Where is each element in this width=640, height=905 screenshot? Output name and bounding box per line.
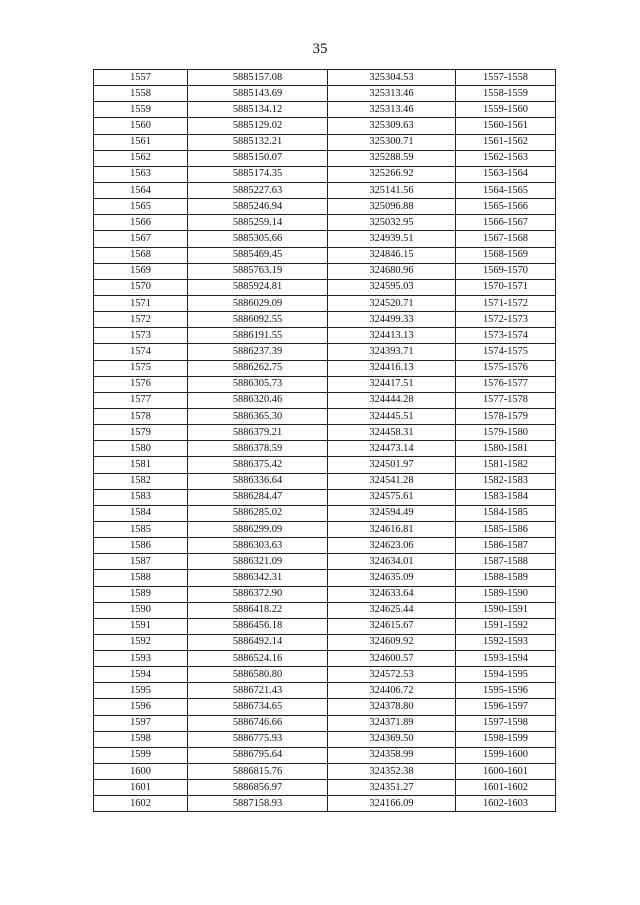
y-coordinate-cell: 325288.59 — [328, 150, 456, 166]
point-number-cell: 1575 — [94, 360, 188, 376]
point-number-cell: 1587 — [94, 554, 188, 570]
x-coordinate-cell: 5886365.30 — [188, 408, 328, 424]
table-row — [94, 215, 556, 231]
x-coordinate-cell: 5886721.43 — [188, 683, 328, 699]
table-row — [94, 408, 556, 424]
segment-cell: 1573-1574 — [456, 328, 556, 344]
segment-cell: 1599-1600 — [456, 747, 556, 763]
table-row — [94, 199, 556, 215]
x-coordinate-cell: 5886320.46 — [188, 392, 328, 408]
table-row — [94, 457, 556, 473]
coordinates-table-body — [94, 70, 556, 812]
table-row — [94, 521, 556, 537]
table-row — [94, 231, 556, 247]
segment-cell: 1564-1565 — [456, 182, 556, 198]
table-row — [94, 312, 556, 328]
point-number-cell: 1564 — [94, 182, 188, 198]
y-coordinate-cell: 324416.13 — [328, 360, 456, 376]
x-coordinate-cell: 5886795.64 — [188, 747, 328, 763]
point-number-cell: 1566 — [94, 215, 188, 231]
table-row — [94, 780, 556, 796]
y-coordinate-cell: 324417.51 — [328, 376, 456, 392]
point-number-cell: 1568 — [94, 247, 188, 263]
point-number-cell: 1571 — [94, 295, 188, 311]
point-number-cell: 1591 — [94, 618, 188, 634]
table-row — [94, 618, 556, 634]
segment-cell: 1585-1586 — [456, 521, 556, 537]
segment-cell: 1590-1591 — [456, 602, 556, 618]
segment-cell: 1586-1587 — [456, 538, 556, 554]
table-row — [94, 360, 556, 376]
segment-cell: 1563-1564 — [456, 166, 556, 182]
x-coordinate-cell: 5886492.14 — [188, 634, 328, 650]
point-number-cell: 1559 — [94, 102, 188, 118]
x-coordinate-cell: 5886342.31 — [188, 570, 328, 586]
x-coordinate-cell: 5885157.08 — [188, 70, 328, 86]
y-coordinate-cell: 324846.15 — [328, 247, 456, 263]
point-number-cell: 1565 — [94, 199, 188, 215]
y-coordinate-cell: 324939.51 — [328, 231, 456, 247]
x-coordinate-cell: 5886379.21 — [188, 425, 328, 441]
y-coordinate-cell: 325141.56 — [328, 182, 456, 198]
y-coordinate-cell: 325032.95 — [328, 215, 456, 231]
y-coordinate-cell: 325313.46 — [328, 86, 456, 102]
table-row — [94, 651, 556, 667]
x-coordinate-cell: 5886029.09 — [188, 295, 328, 311]
segment-cell: 1602-1603 — [456, 796, 556, 812]
segment-cell: 1592-1593 — [456, 634, 556, 650]
table-row — [94, 715, 556, 731]
point-number-cell: 1577 — [94, 392, 188, 408]
segment-cell: 1589-1590 — [456, 586, 556, 602]
x-coordinate-cell: 5886285.02 — [188, 505, 328, 521]
y-coordinate-cell: 324166.09 — [328, 796, 456, 812]
segment-cell: 1561-1562 — [456, 134, 556, 150]
y-coordinate-cell: 324609.92 — [328, 634, 456, 650]
x-coordinate-cell: 5885134.12 — [188, 102, 328, 118]
y-coordinate-cell: 324615.67 — [328, 618, 456, 634]
x-coordinate-cell: 5886305.73 — [188, 376, 328, 392]
y-coordinate-cell: 324458.31 — [328, 425, 456, 441]
y-coordinate-cell: 325300.71 — [328, 134, 456, 150]
segment-cell: 1566-1567 — [456, 215, 556, 231]
y-coordinate-cell: 324378.80 — [328, 699, 456, 715]
x-coordinate-cell: 5885129.02 — [188, 118, 328, 134]
table-row — [94, 118, 556, 134]
segment-cell: 1567-1568 — [456, 231, 556, 247]
y-coordinate-cell: 325309.63 — [328, 118, 456, 134]
x-coordinate-cell: 5885246.94 — [188, 199, 328, 215]
segment-cell: 1584-1585 — [456, 505, 556, 521]
x-coordinate-cell: 5886418.22 — [188, 602, 328, 618]
y-coordinate-cell: 324625.44 — [328, 602, 456, 618]
x-coordinate-cell: 5885924.81 — [188, 279, 328, 295]
segment-cell: 1587-1588 — [456, 554, 556, 570]
segment-cell: 1578-1579 — [456, 408, 556, 424]
segment-cell: 1574-1575 — [456, 344, 556, 360]
segment-cell: 1576-1577 — [456, 376, 556, 392]
x-coordinate-cell: 5885132.21 — [188, 134, 328, 150]
x-coordinate-cell: 5885150.07 — [188, 150, 328, 166]
table-row — [94, 796, 556, 812]
point-number-cell: 1595 — [94, 683, 188, 699]
segment-cell: 1569-1570 — [456, 263, 556, 279]
y-coordinate-cell: 324393.71 — [328, 344, 456, 360]
y-coordinate-cell: 324406.72 — [328, 683, 456, 699]
segment-cell: 1601-1602 — [456, 780, 556, 796]
segment-cell: 1571-1572 — [456, 295, 556, 311]
point-number-cell: 1576 — [94, 376, 188, 392]
x-coordinate-cell: 5886775.93 — [188, 731, 328, 747]
point-number-cell: 1601 — [94, 780, 188, 796]
table-row — [94, 667, 556, 683]
point-number-cell: 1596 — [94, 699, 188, 715]
table-row — [94, 70, 556, 86]
table-row — [94, 602, 556, 618]
x-coordinate-cell: 5887158.93 — [188, 796, 328, 812]
x-coordinate-cell: 5885763.19 — [188, 263, 328, 279]
x-coordinate-cell: 5886284.47 — [188, 489, 328, 505]
x-coordinate-cell: 5886191.55 — [188, 328, 328, 344]
x-coordinate-cell: 5885174.35 — [188, 166, 328, 182]
x-coordinate-cell: 5886321.09 — [188, 554, 328, 570]
y-coordinate-cell: 324575.61 — [328, 489, 456, 505]
point-number-cell: 1602 — [94, 796, 188, 812]
segment-cell: 1581-1582 — [456, 457, 556, 473]
x-coordinate-cell: 5886580.80 — [188, 667, 328, 683]
segment-cell: 1588-1589 — [456, 570, 556, 586]
segment-cell: 1595-1596 — [456, 683, 556, 699]
segment-cell: 1575-1576 — [456, 360, 556, 376]
x-coordinate-cell: 5885305.66 — [188, 231, 328, 247]
segment-cell: 1591-1592 — [456, 618, 556, 634]
segment-cell: 1560-1561 — [456, 118, 556, 134]
y-coordinate-cell: 324473.14 — [328, 441, 456, 457]
table-row — [94, 247, 556, 263]
point-number-cell: 1574 — [94, 344, 188, 360]
point-number-cell: 1572 — [94, 312, 188, 328]
table-row — [94, 134, 556, 150]
coordinates-table — [93, 69, 556, 812]
segment-cell: 1562-1563 — [456, 150, 556, 166]
y-coordinate-cell: 324369.50 — [328, 731, 456, 747]
y-coordinate-cell: 324633.64 — [328, 586, 456, 602]
point-number-cell: 1590 — [94, 602, 188, 618]
table-row — [94, 295, 556, 311]
y-coordinate-cell: 325096.88 — [328, 199, 456, 215]
table-row — [94, 538, 556, 554]
table-row — [94, 182, 556, 198]
table-row — [94, 554, 556, 570]
table-row — [94, 683, 556, 699]
point-number-cell: 1570 — [94, 279, 188, 295]
table-row — [94, 166, 556, 182]
segment-cell: 1568-1569 — [456, 247, 556, 263]
y-coordinate-cell: 324541.28 — [328, 473, 456, 489]
table-row — [94, 344, 556, 360]
x-coordinate-cell: 5886375.42 — [188, 457, 328, 473]
x-coordinate-cell: 5886815.76 — [188, 764, 328, 780]
point-number-cell: 1592 — [94, 634, 188, 650]
table-row — [94, 376, 556, 392]
point-number-cell: 1558 — [94, 86, 188, 102]
segment-cell: 1565-1566 — [456, 199, 556, 215]
y-coordinate-cell: 324520.71 — [328, 295, 456, 311]
table-row — [94, 731, 556, 747]
y-coordinate-cell: 324352.38 — [328, 764, 456, 780]
x-coordinate-cell: 5885227.63 — [188, 182, 328, 198]
x-coordinate-cell: 5886336.64 — [188, 473, 328, 489]
segment-cell: 1579-1580 — [456, 425, 556, 441]
y-coordinate-cell: 324600.57 — [328, 651, 456, 667]
y-coordinate-cell: 324680.96 — [328, 263, 456, 279]
x-coordinate-cell: 5886378.59 — [188, 441, 328, 457]
segment-cell: 1597-1598 — [456, 715, 556, 731]
y-coordinate-cell: 324413.13 — [328, 328, 456, 344]
table-row — [94, 699, 556, 715]
y-coordinate-cell: 324351.27 — [328, 780, 456, 796]
segment-cell: 1572-1573 — [456, 312, 556, 328]
segment-cell: 1557-1558 — [456, 70, 556, 86]
table-row — [94, 570, 556, 586]
x-coordinate-cell: 5886299.09 — [188, 521, 328, 537]
table-row — [94, 263, 556, 279]
point-number-cell: 1561 — [94, 134, 188, 150]
x-coordinate-cell: 5886746.66 — [188, 715, 328, 731]
point-number-cell: 1594 — [94, 667, 188, 683]
point-number-cell: 1557 — [94, 70, 188, 86]
x-coordinate-cell: 5886524.16 — [188, 651, 328, 667]
point-number-cell: 1562 — [94, 150, 188, 166]
table-row — [94, 586, 556, 602]
point-number-cell: 1579 — [94, 425, 188, 441]
point-number-cell: 1578 — [94, 408, 188, 424]
point-number-cell: 1560 — [94, 118, 188, 134]
y-coordinate-cell: 324595.03 — [328, 279, 456, 295]
y-coordinate-cell: 324371.89 — [328, 715, 456, 731]
point-number-cell: 1581 — [94, 457, 188, 473]
x-coordinate-cell: 5886303.63 — [188, 538, 328, 554]
point-number-cell: 1563 — [94, 166, 188, 182]
x-coordinate-cell: 5885469.45 — [188, 247, 328, 263]
point-number-cell: 1600 — [94, 764, 188, 780]
y-coordinate-cell: 324445.51 — [328, 408, 456, 424]
y-coordinate-cell: 324501.97 — [328, 457, 456, 473]
y-coordinate-cell: 324499.33 — [328, 312, 456, 328]
x-coordinate-cell: 5885143.69 — [188, 86, 328, 102]
segment-cell: 1570-1571 — [456, 279, 556, 295]
x-coordinate-cell: 5886237.39 — [188, 344, 328, 360]
point-number-cell: 1569 — [94, 263, 188, 279]
table-row — [94, 425, 556, 441]
y-coordinate-cell: 324635.09 — [328, 570, 456, 586]
point-number-cell: 1567 — [94, 231, 188, 247]
point-number-cell: 1583 — [94, 489, 188, 505]
y-coordinate-cell: 324594.49 — [328, 505, 456, 521]
x-coordinate-cell: 5886262.75 — [188, 360, 328, 376]
segment-cell: 1598-1599 — [456, 731, 556, 747]
table-row — [94, 328, 556, 344]
x-coordinate-cell: 5886092.55 — [188, 312, 328, 328]
x-coordinate-cell: 5885259.14 — [188, 215, 328, 231]
table-row — [94, 441, 556, 457]
x-coordinate-cell: 5886372.90 — [188, 586, 328, 602]
segment-cell: 1559-1560 — [456, 102, 556, 118]
page-number: 35 — [312, 41, 328, 57]
y-coordinate-cell: 324572.53 — [328, 667, 456, 683]
segment-cell: 1577-1578 — [456, 392, 556, 408]
y-coordinate-cell: 324444.28 — [328, 392, 456, 408]
point-number-cell: 1582 — [94, 473, 188, 489]
segment-cell: 1593-1594 — [456, 651, 556, 667]
segment-cell: 1582-1583 — [456, 473, 556, 489]
point-number-cell: 1573 — [94, 328, 188, 344]
point-number-cell: 1586 — [94, 538, 188, 554]
table-row — [94, 279, 556, 295]
x-coordinate-cell: 5886734.65 — [188, 699, 328, 715]
table-row — [94, 86, 556, 102]
y-coordinate-cell: 325313.46 — [328, 102, 456, 118]
y-coordinate-cell: 324623.06 — [328, 538, 456, 554]
x-coordinate-cell: 5886856.97 — [188, 780, 328, 796]
point-number-cell: 1584 — [94, 505, 188, 521]
y-coordinate-cell: 325304.53 — [328, 70, 456, 86]
table-row — [94, 102, 556, 118]
y-coordinate-cell: 324634.01 — [328, 554, 456, 570]
point-number-cell: 1597 — [94, 715, 188, 731]
y-coordinate-cell: 324616.81 — [328, 521, 456, 537]
table-row — [94, 150, 556, 166]
table-row — [94, 634, 556, 650]
segment-cell: 1596-1597 — [456, 699, 556, 715]
table-row — [94, 473, 556, 489]
table-row — [94, 747, 556, 763]
y-coordinate-cell: 325266.92 — [328, 166, 456, 182]
table-row — [94, 392, 556, 408]
table-row — [94, 505, 556, 521]
point-number-cell: 1588 — [94, 570, 188, 586]
point-number-cell: 1593 — [94, 651, 188, 667]
segment-cell: 1600-1601 — [456, 764, 556, 780]
x-coordinate-cell: 5886456.18 — [188, 618, 328, 634]
table-row — [94, 764, 556, 780]
segment-cell: 1558-1559 — [456, 86, 556, 102]
point-number-cell: 1598 — [94, 731, 188, 747]
point-number-cell: 1585 — [94, 521, 188, 537]
segment-cell: 1594-1595 — [456, 667, 556, 683]
point-number-cell: 1589 — [94, 586, 188, 602]
table-row — [94, 489, 556, 505]
y-coordinate-cell: 324358.99 — [328, 747, 456, 763]
point-number-cell: 1599 — [94, 747, 188, 763]
segment-cell: 1583-1584 — [456, 489, 556, 505]
segment-cell: 1580-1581 — [456, 441, 556, 457]
point-number-cell: 1580 — [94, 441, 188, 457]
